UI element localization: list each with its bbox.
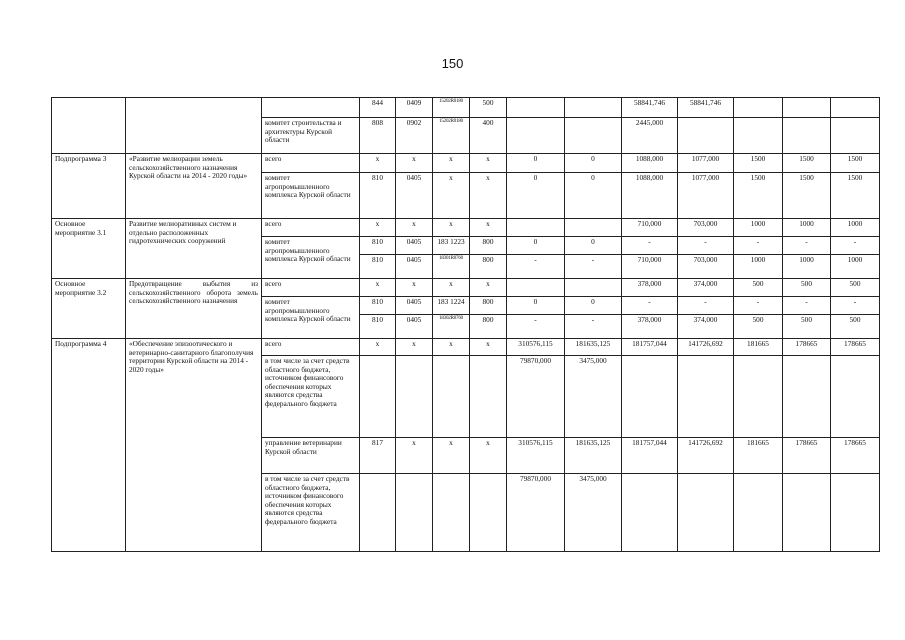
table-row: [52, 339, 880, 356]
cell-grbs: х: [360, 154, 396, 173]
cell-csr: х: [433, 438, 470, 474]
cell-name: [126, 98, 262, 154]
cell-grbs: 810: [360, 237, 396, 255]
cell-vr: 800: [470, 255, 507, 279]
cell-value: 181665: [734, 339, 783, 356]
cell-value: 0: [565, 154, 622, 173]
cell-rzpr: 0409: [396, 98, 433, 118]
cell-value: 2445,000: [622, 118, 678, 154]
cell-vr: х: [470, 339, 507, 356]
cell-value: 181665: [734, 438, 783, 474]
cell-csr: 183 1224: [433, 297, 470, 315]
cell-value: [565, 118, 622, 154]
cell-value: 1000: [831, 255, 880, 279]
cell-rzpr: 0405: [396, 315, 433, 339]
cell-value: 1088,000: [622, 154, 678, 173]
cell-rzpr: 0405: [396, 173, 433, 219]
cell-value: [734, 356, 783, 438]
cell-value: [783, 118, 831, 154]
cell-executor: комитет агропромышленного комплекса Курской области: [262, 237, 360, 279]
cell-value: 0: [565, 297, 622, 315]
cell-value: [783, 356, 831, 438]
cell-value: [831, 356, 880, 438]
cell-value: [831, 474, 880, 552]
cell-value: -: [507, 255, 565, 279]
cell-csr: 183 1223: [433, 237, 470, 255]
cell-csr: [433, 474, 470, 552]
cell-value: 0: [565, 237, 622, 255]
cell-rzpr: [396, 474, 433, 552]
cell-value: -: [565, 315, 622, 339]
table-row: [52, 279, 880, 297]
cell-value: 0: [507, 154, 565, 173]
cell-value: -: [734, 297, 783, 315]
cell-value: 141726,692: [678, 339, 734, 356]
cell-value: [507, 98, 565, 118]
cell-name: Предотвращение выбытия из сельскохозяйственного оборота земель сельскохозяйственного назначения: [126, 279, 262, 339]
cell-value: 500: [783, 279, 831, 297]
cell-value: 3475,000: [565, 474, 622, 552]
cell-rzpr: х: [396, 279, 433, 297]
cell-value: [507, 118, 565, 154]
cell-status: Подпрограмма 4: [52, 339, 126, 552]
cell-rzpr: х: [396, 219, 433, 237]
cell-value: [622, 356, 678, 438]
cell-value: 1000: [734, 219, 783, 237]
cell-name: Развитие мелиоративных систем и отдельно расположенных гидротехнических сооружений: [126, 219, 262, 279]
cell-value: [678, 356, 734, 438]
cell-value: 58841,746: [622, 98, 678, 118]
cell-value: 181635,125: [565, 339, 622, 356]
cell-value: [734, 474, 783, 552]
cell-value: 1077,000: [678, 173, 734, 219]
cell-vr: 500: [470, 98, 507, 118]
cell-value: 703,000: [678, 255, 734, 279]
cell-vr: х: [470, 279, 507, 297]
cell-value: -: [678, 237, 734, 255]
cell-value: [831, 98, 880, 118]
cell-value: 1500: [734, 154, 783, 173]
cell-csr: 15202R0180: [433, 118, 470, 154]
cell-value: -: [622, 297, 678, 315]
cell-value: [565, 98, 622, 118]
cell-executor: всего: [262, 339, 360, 356]
cell-value: 1500: [783, 173, 831, 219]
cell-value: 181635,125: [565, 438, 622, 474]
cell-executor: управление ветеринарии Курской области: [262, 438, 360, 474]
cell-value: 178665: [831, 339, 880, 356]
cell-value: 3475,000: [565, 356, 622, 438]
cell-value: 500: [831, 279, 880, 297]
table-row: [52, 154, 880, 173]
cell-status: Подпрограмма 3: [52, 154, 126, 219]
cell-vr: [470, 356, 507, 438]
cell-executor: всего: [262, 154, 360, 173]
table-row: [52, 98, 880, 118]
cell-rzpr: [396, 356, 433, 438]
cell-value: [507, 279, 565, 297]
cell-value: [783, 98, 831, 118]
cell-grbs: 810: [360, 255, 396, 279]
cell-executor: комитет строительства и архитектуры Курской области: [262, 118, 360, 154]
cell-value: [565, 219, 622, 237]
cell-grbs: 810: [360, 173, 396, 219]
cell-rzpr: 0405: [396, 255, 433, 279]
cell-grbs: [360, 474, 396, 552]
cell-value: 1000: [783, 219, 831, 237]
cell-vr: х: [470, 154, 507, 173]
cell-value: [678, 118, 734, 154]
cell-vr: 400: [470, 118, 507, 154]
budget-table: [51, 97, 880, 552]
cell-rzpr: х: [396, 438, 433, 474]
cell-value: 0: [507, 297, 565, 315]
cell-value: -: [507, 315, 565, 339]
cell-value: 710,000: [622, 255, 678, 279]
cell-value: 378,000: [622, 279, 678, 297]
cell-value: 1000: [734, 255, 783, 279]
cell-value: 79870,000: [507, 474, 565, 552]
cell-grbs: 844: [360, 98, 396, 118]
table-row: [52, 219, 880, 237]
cell-vr: х: [470, 219, 507, 237]
cell-grbs: х: [360, 339, 396, 356]
cell-csr: 18302R0760: [433, 315, 470, 339]
cell-value: 58841,746: [678, 98, 734, 118]
cell-value: 1000: [831, 219, 880, 237]
cell-grbs: х: [360, 279, 396, 297]
cell-value: 181757,044: [622, 339, 678, 356]
cell-value: 141726,692: [678, 438, 734, 474]
cell-rzpr: 0405: [396, 237, 433, 255]
cell-executor: [262, 98, 360, 118]
page-number: 150: [441, 56, 464, 71]
cell-csr: х: [433, 154, 470, 173]
cell-executor: в том числе за счет средств областного бюджета, источником финансового обеспечения которых являются средства федерального бюджета: [262, 356, 360, 438]
cell-value: 500: [831, 315, 880, 339]
cell-value: 374,000: [678, 279, 734, 297]
cell-vr: [470, 474, 507, 552]
cell-value: 500: [783, 315, 831, 339]
cell-rzpr: 0405: [396, 297, 433, 315]
cell-value: [734, 118, 783, 154]
cell-value: [622, 474, 678, 552]
cell-executor: в том числе за счет средств областного бюджета, источником финансового обеспечения которых являются средства федерального бюджета: [262, 474, 360, 552]
cell-grbs: 810: [360, 315, 396, 339]
cell-value: 0: [507, 173, 565, 219]
cell-value: 374,000: [678, 315, 734, 339]
cell-csr: х: [433, 173, 470, 219]
cell-value: [831, 118, 880, 154]
cell-executor: комитет агропромышленного комплекса Курской области: [262, 297, 360, 339]
cell-value: -: [565, 255, 622, 279]
cell-value: 310576,115: [507, 339, 565, 356]
cell-executor: всего: [262, 219, 360, 237]
cell-csr: х: [433, 339, 470, 356]
cell-name: «Обеспечение эпизоотического и ветеринарно-санитарного благополучия территории Курской области на 2014 - 2020 годы»: [126, 339, 262, 552]
cell-csr: [433, 356, 470, 438]
cell-value: 178665: [783, 339, 831, 356]
cell-vr: 800: [470, 297, 507, 315]
cell-value: 500: [734, 279, 783, 297]
cell-value: 0: [507, 237, 565, 255]
cell-value: 181757,044: [622, 438, 678, 474]
cell-value: -: [622, 237, 678, 255]
cell-vr: 800: [470, 315, 507, 339]
cell-value: 703,000: [678, 219, 734, 237]
cell-grbs: 808: [360, 118, 396, 154]
cell-value: -: [831, 297, 880, 315]
cell-rzpr: х: [396, 339, 433, 356]
cell-value: -: [783, 237, 831, 255]
cell-value: [734, 98, 783, 118]
cell-status: [52, 98, 126, 154]
cell-grbs: [360, 356, 396, 438]
cell-value: 310576,115: [507, 438, 565, 474]
cell-vr: х: [470, 438, 507, 474]
cell-value: [507, 219, 565, 237]
cell-value: 178665: [783, 438, 831, 474]
cell-value: [565, 279, 622, 297]
cell-value: 1000: [783, 255, 831, 279]
cell-grbs: х: [360, 219, 396, 237]
cell-grbs: 810: [360, 297, 396, 315]
cell-vr: х: [470, 173, 507, 219]
cell-csr: 18301R0760: [433, 255, 470, 279]
cell-value: 1500: [831, 154, 880, 173]
cell-value: 500: [734, 315, 783, 339]
cell-value: 1077,000: [678, 154, 734, 173]
cell-rzpr: 0902: [396, 118, 433, 154]
cell-value: 378,000: [622, 315, 678, 339]
cell-value: 79870,000: [507, 356, 565, 438]
cell-csr: х: [433, 279, 470, 297]
cell-value: -: [734, 237, 783, 255]
cell-value: [678, 474, 734, 552]
cell-executor: комитет агропромышленного комплекса Курской области: [262, 173, 360, 219]
cell-csr: 15202R0180: [433, 98, 470, 118]
cell-value: [783, 474, 831, 552]
cell-grbs: 817: [360, 438, 396, 474]
cell-value: 1088,000: [622, 173, 678, 219]
cell-value: -: [783, 297, 831, 315]
cell-value: 1500: [734, 173, 783, 219]
cell-value: 178665: [831, 438, 880, 474]
cell-executor: всего: [262, 279, 360, 297]
cell-value: -: [678, 297, 734, 315]
cell-value: 0: [565, 173, 622, 219]
cell-vr: 800: [470, 237, 507, 255]
cell-value: 1500: [783, 154, 831, 173]
cell-status: Основное мероприятие 3.1: [52, 219, 126, 279]
cell-status: Основное мероприятие 3.2: [52, 279, 126, 339]
cell-name: «Развитие мелиорации земель сельскохозяйственного назначения Курской области на 2014 - 2020 годы»: [126, 154, 262, 219]
cell-csr: х: [433, 219, 470, 237]
cell-value: 710,000: [622, 219, 678, 237]
cell-value: -: [831, 237, 880, 255]
cell-value: 1500: [831, 173, 880, 219]
cell-rzpr: х: [396, 154, 433, 173]
